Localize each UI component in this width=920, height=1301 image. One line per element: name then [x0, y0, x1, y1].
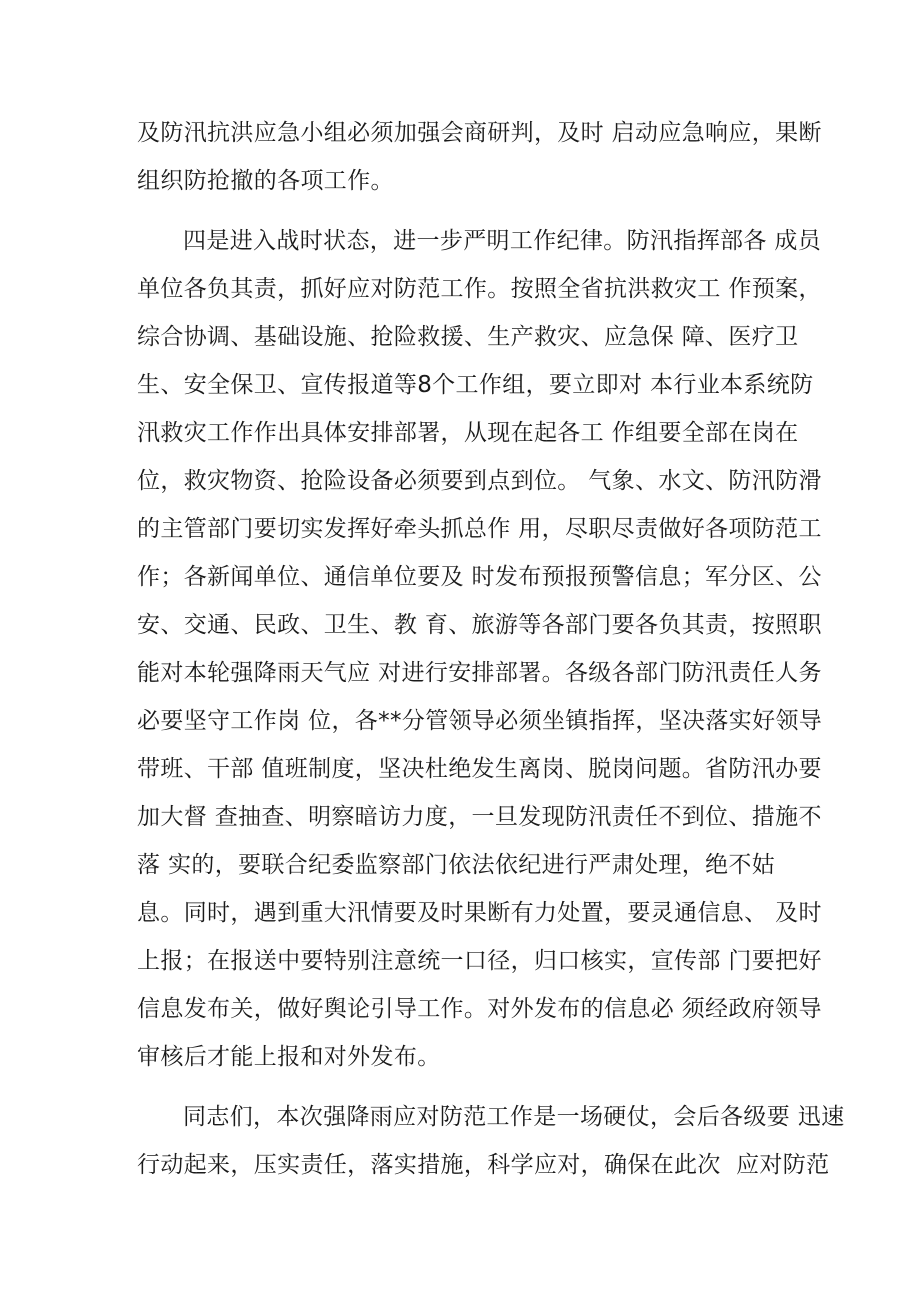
text-line-10: 作；各新闻单位、通信单位要及 时发布预报预警信息；军分区、公 — [137, 564, 822, 590]
text-line-21: 同志们，本次强降雨应对防范工作是一场硬仗，会后各级要 迅速 — [183, 1104, 845, 1130]
text-line-14: 带班、干部 值班制度，坚决杜绝发生离岗、脱岗问题。省防汛办要 — [137, 756, 822, 782]
text-line-17: 息。同时，遇到重大汛情要及时果断有力处置，要灵通信息、 及时 — [137, 900, 822, 926]
text-line-8: 位，救灾物资、抢险设备必须要到点到位。 气象、水文、防汛防滑 — [137, 468, 822, 494]
text-line-2: 组织防抢撤的各项工作。 — [137, 168, 394, 194]
text-line-3: 四是进入战时状态，进一步严明工作纪律。防汛指挥部各 成员 — [183, 228, 822, 254]
text-line-1: 及防汛抗洪应急小组必须加强会商研判，及时 启动应急响应，果断 — [137, 120, 822, 146]
text-line-22: 行动起来，压实责任，落实措施，科学应对，确保在此次 应对防范 — [137, 1152, 830, 1178]
text-line-15: 加大督 查抽查、明察暗访力度，一旦发现防汛责任不到位、措施不 — [137, 804, 822, 830]
text-line-7: 汛救灾工作作出具体安排部署，从现在起各工 作组要全部在岗在 — [137, 420, 799, 446]
text-line-6: 生、安全保卫、宣传报道等8个工作组，要立即对 本行业本系统防 — [137, 372, 814, 398]
text-line-19: 信息发布关，做好舆论引导工作。对外发布的信息必 须经政府领导 — [137, 996, 822, 1022]
text-line-12: 能对本轮强降雨天气应 对进行安排部署。各级各部门防汛责任人务 — [137, 660, 822, 686]
text-line-18: 上报；在报送中要特别注意统一口径，归口核实，宣传部 门要把好 — [137, 948, 822, 974]
text-line-9: 的主管部门要切实发挥好牵头抓总作 用，尽职尽责做好各项防范工 — [137, 516, 822, 542]
text-line-20: 审核后才能上报和对外发布。 — [137, 1044, 441, 1070]
text-line-16: 落 实的，要联合纪委监察部门依法依纪进行严肃处理，绝不姑 — [137, 852, 776, 878]
text-line-5: 综合协调、基础设施、抢险救援、生产救灾、应急保 障、医疗卫 — [137, 324, 799, 350]
text-line-11: 安、交通、民政、卫生、教 育、旅游等各部门要各负其责，按照职 — [137, 612, 822, 638]
text-line-13: 必要坚守工作岗 位，各**分管领导必须坐镇指挥，坚决落实好领导 — [137, 708, 823, 734]
text-line-4: 单位各负其责，抓好应对防范工作。按照全省抗洪救灾工 作预案， — [137, 276, 822, 302]
